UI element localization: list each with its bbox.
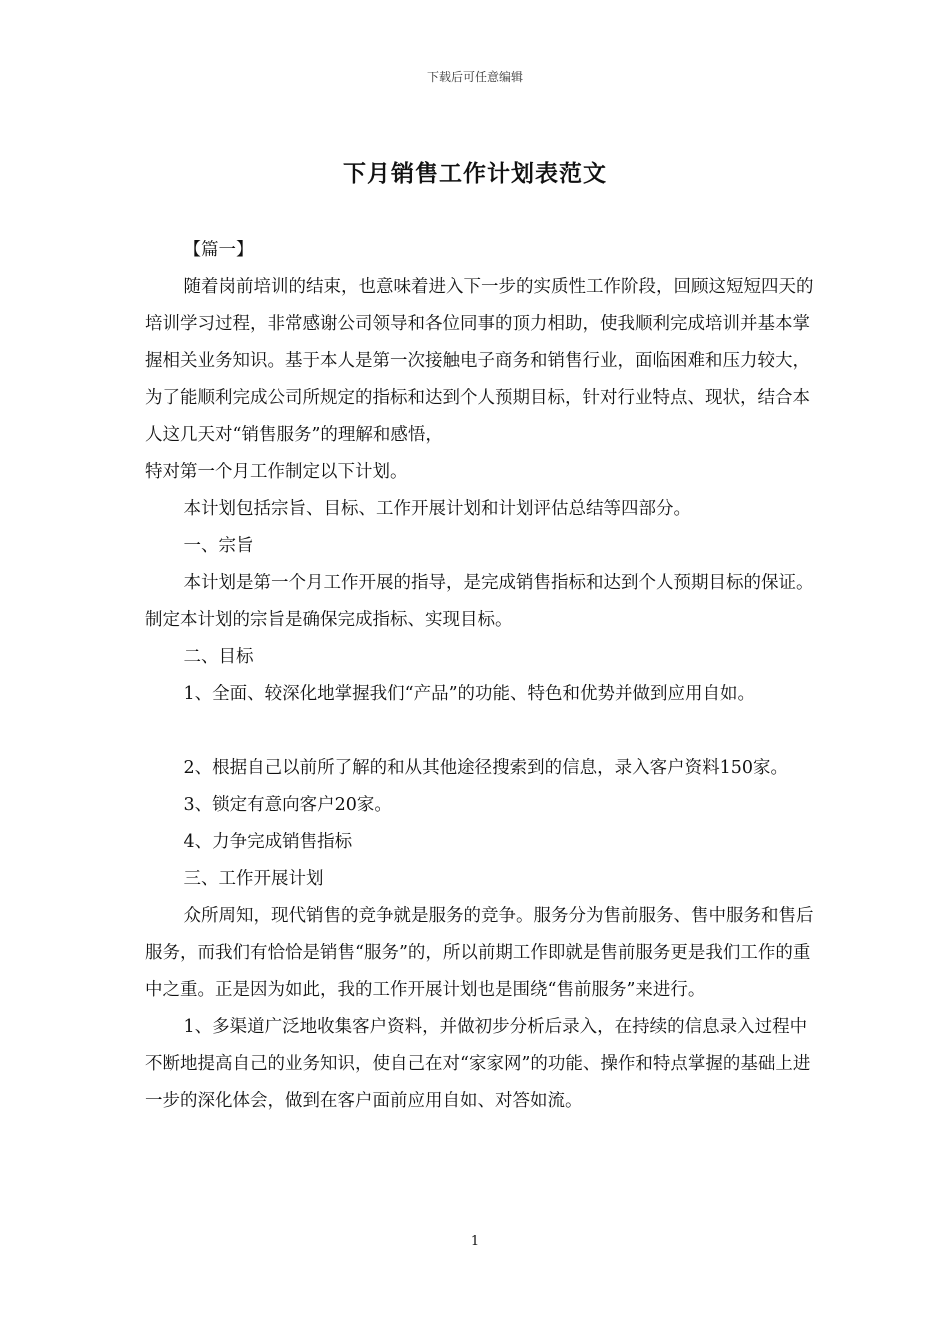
header-note: 下载后可任意编辑	[426, 70, 523, 84]
list-item: 2、根据自己以前所了解的和从其他途径搜索到的信息，录入客户资料150家。	[183, 758, 789, 778]
page-number: 1	[470, 1234, 480, 1249]
paragraph: 众所周知，现代销售的竞争就是服务的竞争。服务分为售前服务、售中服务和售后服务，而我们有恰恰是销售“服务”的，所以前期工作即就是售前服务更是我们工作的重中之重。正是因为如此，我的工作开展计划也是围绕“售前服务”来进行。	[145, 906, 814, 1000]
list-item: 3、锁定有意向客户20家。	[183, 795, 392, 815]
paragraph: 特对第一个月工作制定以下计划。	[145, 462, 408, 482]
list-item: 4、力争完成销售指标	[183, 832, 353, 852]
section-heading: 二、目标	[183, 647, 254, 667]
list-item: 1、全面、较深化地掌握我们“产品”的功能、特色和优势并做到应用自如。	[183, 684, 756, 704]
section-heading: 三、工作开展计划	[183, 869, 324, 889]
section-heading: 一、宗旨	[183, 536, 254, 556]
document-body	[145, 232, 820, 1120]
paragraph: 随着岗前培训的结束，也意味着进入下一步的实质性工作阶段，回顾这短短四天的培训学习过程，非常感谢公司领导和各位同事的顶力相助，使我顺利完成培训并基本掌握相关业务知识。基于本人是第一次接触电子商务和销售行业，面临困难和压力较大，为了能顺利完成公司所规定的指标和达到个人预期目标，针对行业特点、现状，结合本人这几天对“销售服务”的理解和感悟，	[145, 277, 814, 445]
section-label: 【篇一】	[183, 240, 254, 260]
list-item: 1、多渠道广泛地收集客户资料，并做初步分析后录入，在持续的信息录入过程中不断地提高自己的业务知识，使自己在对“家家网”的功能、操作和特点掌握的基础上进一步的深化体会，做到在客户面前应用自如、对答如流。	[145, 1017, 811, 1111]
document-title: 下月销售工作计划表范文	[343, 160, 607, 187]
paragraph: 本计划是第一个月工作开展的指导，是完成销售指标和达到个人预期目标的保证。制定本计划的宗旨是确保完成指标、实现目标。	[145, 573, 814, 630]
paragraph: 本计划包括宗旨、目标、工作开展计划和计划评估总结等四部分。	[183, 499, 691, 519]
